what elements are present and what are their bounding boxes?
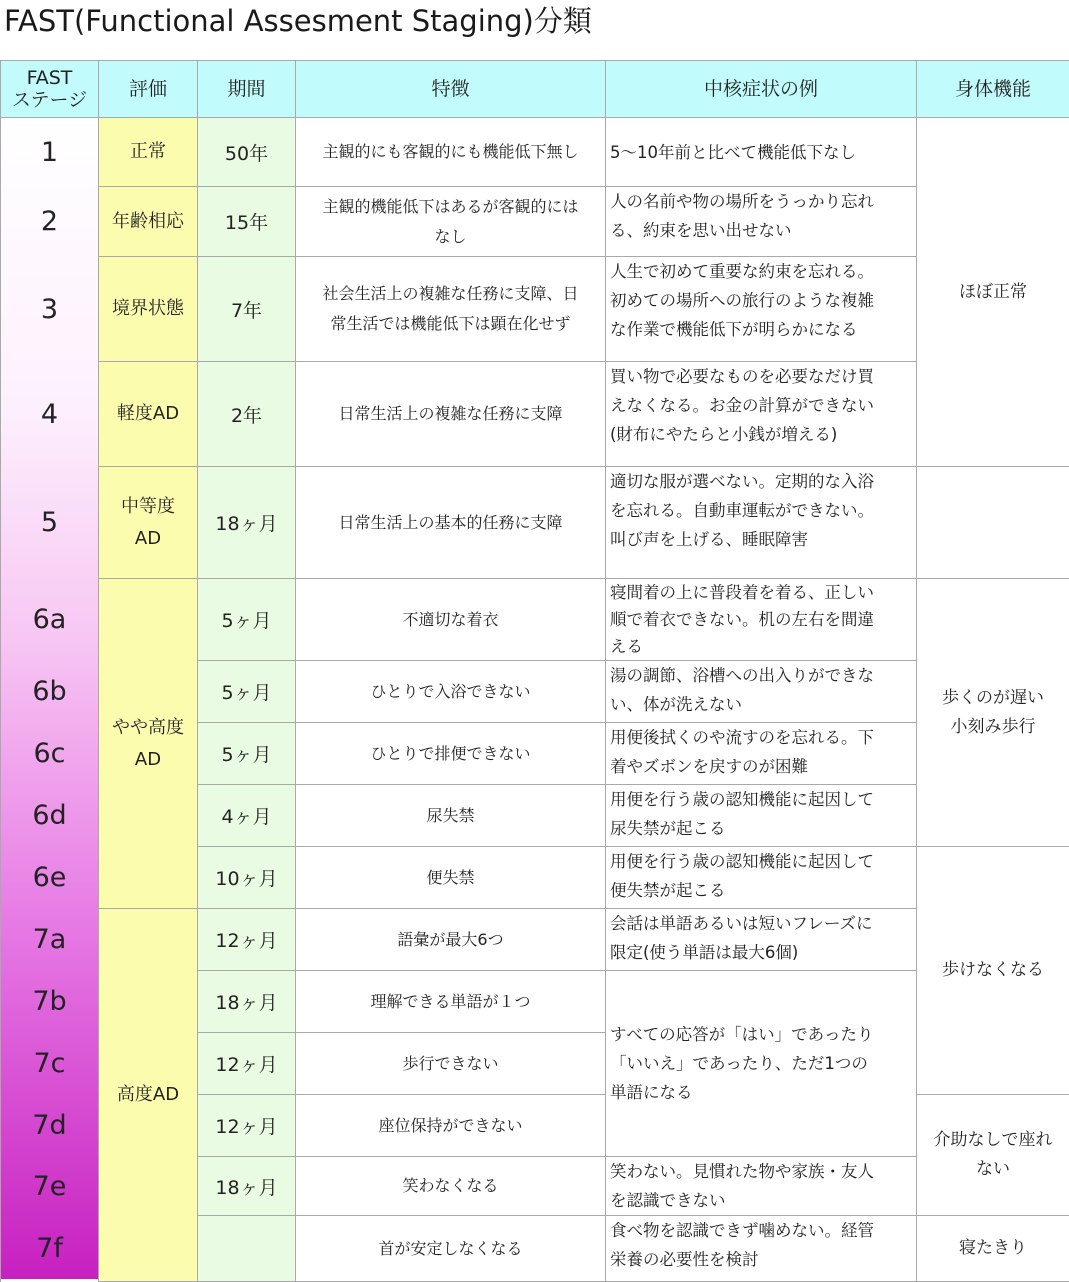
stage-label: 6d: [1, 785, 99, 847]
period-cell: 18ヶ月: [198, 1157, 296, 1216]
eval-cell: [99, 579, 198, 909]
core-line: 人生で初めて重要な約束を忘れる。: [610, 257, 914, 286]
table-row: [1, 187, 1069, 257]
features-cell: 笑わなくなる: [296, 1157, 606, 1216]
fast-table: [0, 60, 1069, 1282]
features-cell: 語彙が最大6つ: [296, 909, 606, 971]
features-cell: [296, 187, 606, 257]
eval-line: 中等度: [99, 491, 197, 523]
core-cell: [606, 847, 917, 909]
core-cell: [606, 661, 917, 723]
body-line: 介助なしで座れ: [917, 1126, 1069, 1155]
core-line: 単語になる: [610, 1078, 914, 1107]
stage-label: 3: [1, 257, 99, 362]
core-line: える: [610, 633, 914, 660]
features-cell: 日常生活上の複雑な任務に支障: [296, 362, 606, 467]
header-core: 中核症状の例: [606, 61, 917, 118]
body-cell-blank: [917, 467, 1069, 579]
eval-cell: 軽度AD: [99, 362, 198, 467]
header-stage-line2: ステージ: [1, 89, 98, 111]
period-cell-empty: [198, 1216, 296, 1282]
body-cell: ほぼ正常: [917, 118, 1069, 467]
core-line: 「いいえ」であったり、ただ1つの: [610, 1049, 914, 1078]
body-line: 歩くのが遅い: [917, 684, 1069, 713]
stage-label: 6c: [1, 723, 99, 785]
features-cell: 首が安定しなくなる: [296, 1216, 606, 1282]
core-line: 買い物で必要なものを必要なだけ買: [610, 362, 914, 391]
stage-label: 7a: [1, 909, 99, 971]
body-cell: 寝たきり: [917, 1216, 1069, 1282]
table-row: [1, 257, 1069, 362]
features-cell: 理解できる単語が１つ: [296, 971, 606, 1033]
core-line: えなくなる。お金の計算ができない: [610, 391, 914, 420]
header-body: 身体機能: [917, 61, 1069, 118]
core-line: 叫び声を上げる、睡眠障害: [610, 525, 914, 554]
core-line: な作業で機能低下が明らかになる: [610, 315, 914, 344]
eval-cell: 正常: [99, 118, 198, 187]
core-line: 用便後拭くのや流すのを忘れる。下: [610, 723, 914, 752]
table-row: [1, 467, 1069, 579]
period-cell: 12ヶ月: [198, 1033, 296, 1095]
eval-line: AD: [99, 523, 197, 555]
features-cell: 不適切な着衣: [296, 579, 606, 661]
core-cell: [606, 785, 917, 847]
core-line: 笑わない。見慣れた物や家族・友人: [610, 1157, 914, 1186]
core-line: を認識できない: [610, 1186, 914, 1215]
header-eval: 評価: [99, 61, 198, 118]
stage-label: 7b: [1, 971, 99, 1033]
core-line: 着やズボンを戻すのが困難: [610, 752, 914, 781]
period-cell: 15年: [198, 187, 296, 257]
features-cell: ひとりで排便できない: [296, 723, 606, 785]
period-cell: 18ヶ月: [198, 467, 296, 579]
stage-label: 1: [1, 118, 99, 187]
header-row: [1, 61, 1069, 118]
table-row: [1, 118, 1069, 187]
core-cell: [606, 257, 917, 362]
period-cell: 7年: [198, 257, 296, 362]
core-cell: [606, 579, 917, 661]
eval-cell: 境界状態: [99, 257, 198, 362]
period-cell: 50年: [198, 118, 296, 187]
stage-label: 6b: [1, 661, 99, 723]
core-line: 用便を行う歳の認知機能に起因して: [610, 847, 914, 876]
core-line: 人の名前や物の場所をうっかり忘れ: [610, 187, 914, 216]
features-cell: [296, 257, 606, 362]
core-line: 順で着衣できない。机の左右を間違: [610, 606, 914, 633]
period-cell: 5ヶ月: [198, 661, 296, 723]
eval-line: やや高度: [99, 712, 197, 744]
core-cell: [606, 467, 917, 579]
core-cell: [606, 362, 917, 467]
stage-label: 6e: [1, 847, 99, 909]
core-line: (財布にやたらと小銭が増える): [610, 420, 914, 449]
period-cell: 12ヶ月: [198, 909, 296, 971]
core-line: 尿失禁が起こる: [610, 814, 914, 843]
features-cell: 歩行できない: [296, 1033, 606, 1095]
core-line: 用便を行う歳の認知機能に起因して: [610, 785, 914, 814]
eval-cell: 年齢相応: [99, 187, 198, 257]
stage-label: 5: [1, 467, 99, 579]
body-line: ない: [917, 1155, 1069, 1184]
features-cell: 便失禁: [296, 847, 606, 909]
core-line: 寝間着の上に普段着を着る、正しい: [610, 579, 914, 606]
core-line: を忘れる。自動車運転ができない。: [610, 496, 914, 525]
core-line: すべての応答が「はい」であったり: [610, 1020, 914, 1049]
core-line: る、約束を思い出せない: [610, 216, 914, 245]
page-title: FAST(Functional Assesment Staging)分類: [4, 2, 592, 52]
period-cell: 5ヶ月: [198, 579, 296, 661]
period-cell: 4ヶ月: [198, 785, 296, 847]
features-cell: 尿失禁: [296, 785, 606, 847]
core-line: 食べ物を認識できず噛めない。経管: [610, 1216, 914, 1245]
period-cell: 5ヶ月: [198, 723, 296, 785]
core-cell: [606, 971, 917, 1157]
core-line: 初めての場所への旅行のような複雑: [610, 286, 914, 315]
core-line: 便失禁が起こる: [610, 876, 914, 905]
features-cell: 日常生活上の基本的任務に支障: [296, 467, 606, 579]
features-line: 主観的機能低下はあるが客観的には: [300, 192, 601, 222]
core-cell: 5〜10年前と比べて機能低下なし: [606, 118, 917, 187]
table-row: [1, 579, 1069, 661]
core-cell: [606, 187, 917, 257]
table-row: [1, 909, 1069, 971]
body-cell: 歩けなくなる: [917, 847, 1069, 1095]
header-period: 期間: [198, 61, 296, 118]
core-line: 適切な服が選べない。定期的な入浴: [610, 467, 914, 496]
features-line: 社会生活上の複雑な任務に支障、日: [300, 279, 601, 309]
stage-label: 2: [1, 187, 99, 257]
core-cell: [606, 1216, 917, 1282]
period-cell: 2年: [198, 362, 296, 467]
core-cell: [606, 909, 917, 971]
features-cell: 主観的にも客観的にも機能低下無し: [296, 118, 606, 187]
stage-label: 7c: [1, 1033, 99, 1095]
core-line: い、体が洗えない: [610, 690, 914, 719]
body-cell: [917, 579, 1069, 847]
core-line: 限定(使う単語は最大6個): [610, 938, 914, 967]
period-cell: 18ヶ月: [198, 971, 296, 1033]
core-line: 湯の調節、浴槽への出入りができな: [610, 661, 914, 690]
header-stage: [1, 61, 99, 118]
header-features: 特徴: [296, 61, 606, 118]
core-line: 会話は単語あるいは短いフレーズに: [610, 909, 914, 938]
features-cell: ひとりで入浴できない: [296, 661, 606, 723]
features-line: 常生活では機能低下は顕在化せず: [300, 309, 601, 339]
stage-label: 7d: [1, 1095, 99, 1157]
header-stage-line1: FAST: [1, 67, 98, 89]
eval-cell: [99, 467, 198, 579]
stage-label: 7e: [1, 1157, 99, 1216]
stage-label: 4: [1, 362, 99, 467]
period-cell: 12ヶ月: [198, 1095, 296, 1157]
features-line: なし: [300, 222, 601, 252]
stage-label: 7f: [1, 1216, 99, 1282]
core-cell: [606, 1157, 917, 1216]
period-cell: 10ヶ月: [198, 847, 296, 909]
core-cell: [606, 723, 917, 785]
table-row: [1, 362, 1069, 467]
features-cell: 座位保持ができない: [296, 1095, 606, 1157]
stage-label: 6a: [1, 579, 99, 661]
eval-cell: 高度AD: [99, 909, 198, 1282]
core-line: 栄養の必要性を検討: [610, 1245, 914, 1274]
eval-line: AD: [99, 744, 197, 776]
body-line: 小刻み歩行: [917, 713, 1069, 742]
body-cell: [917, 1095, 1069, 1216]
